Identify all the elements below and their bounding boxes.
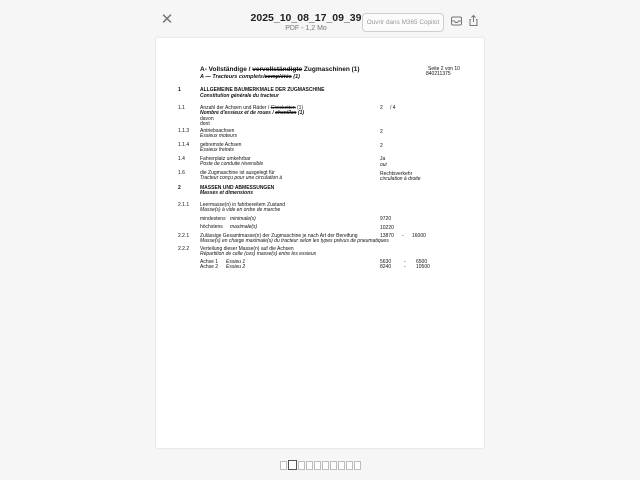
- row-value: -: [404, 264, 406, 270]
- row-label-fr: Tracteur conçu pour une circulation à: [200, 175, 283, 181]
- row-value: / 4: [390, 105, 396, 111]
- open-in-copilot-button[interactable]: Ouvrir dans M365 Copilot: [362, 13, 444, 32]
- section-heading-de: ALLGEMEINE BAUMERKMALE DER ZUGMASCHINE: [200, 87, 325, 93]
- row-value: 13870: [380, 233, 394, 239]
- doc-title-de: A- Vollständige / vervollständigte Zugmaschinen (1): [200, 66, 360, 73]
- row-number: 2.2.1: [178, 233, 190, 239]
- doc-title-fr: A — Tracteurs complets/complétés (1): [200, 74, 300, 80]
- section-heading-fr: Masses et dimensions: [200, 190, 254, 196]
- row-value: Rechtsverkehr: [380, 171, 413, 177]
- section-number: 2: [178, 185, 181, 191]
- row-value: 8240: [380, 264, 392, 270]
- share-icon[interactable]: [467, 14, 481, 28]
- row-label-de: höchstens: [200, 224, 223, 230]
- row-label-de: Zulässige Gesamtmasse(n) der Zugmaschine je nach Art der Bereifung: [200, 233, 358, 239]
- row-number: 2.1.1: [178, 202, 190, 208]
- page-thumbnail[interactable]: [338, 461, 345, 470]
- row-number: 1.6: [178, 170, 185, 176]
- page-number: Seite 2 von 10: [428, 66, 460, 72]
- page-thumbnail[interactable]: [280, 461, 287, 470]
- row-label-fr: maximale(s): [230, 224, 258, 230]
- row-label-de: Fahrerplatz umkehrbar: [200, 156, 251, 162]
- row-value: 10500: [416, 264, 430, 270]
- row-value: 2: [380, 129, 383, 135]
- row-value: Ja: [380, 156, 386, 162]
- row-number: 2.2.2: [178, 246, 190, 252]
- row-value: 5630: [380, 259, 392, 265]
- row-value: 16000: [412, 233, 426, 239]
- row-label-fr: Essieux freinés: [200, 147, 234, 153]
- row-label-de: gebremste Achsen: [200, 142, 242, 148]
- document-id: 840211375: [426, 71, 451, 77]
- row-value: 2: [380, 105, 383, 111]
- row-label-de: Leermasse(n) in fahrbereitem Zustand: [200, 202, 286, 208]
- row-label-de: Achse 1: [200, 259, 219, 265]
- row-value: 6500: [416, 259, 428, 265]
- page-thumbnail[interactable]: [298, 461, 305, 470]
- row-label-fr: Essieu 1: [226, 259, 246, 265]
- page-thumbnail[interactable]: [330, 461, 337, 470]
- row-label-fr: minimale(s): [230, 216, 256, 222]
- inbox-icon[interactable]: [450, 14, 464, 28]
- row-label-fr: dont: [200, 121, 210, 127]
- row-value: -: [402, 233, 404, 239]
- row-number: 1.1.4: [178, 142, 190, 148]
- page-thumbnail[interactable]: [314, 461, 321, 470]
- row-value: -: [404, 259, 406, 265]
- row-label-de: Antriebsachsen: [200, 128, 235, 134]
- row-number: 1.1.3: [178, 128, 190, 134]
- row-label-fr: Masse(s) à vide en ordre de marche: [200, 207, 281, 213]
- row-label-de: davon: [200, 116, 214, 122]
- row-value: circulation à droite: [380, 176, 421, 182]
- pdf-page: [156, 38, 484, 448]
- row-label-de: Achse 2: [200, 264, 219, 270]
- document-title-block: [250, 12, 362, 32]
- close-icon[interactable]: ✕: [160, 11, 174, 28]
- row-label-fr: Nombre d'essieux et de roues / chenilles (1): [200, 110, 305, 116]
- page-thumbnail-strip: [280, 461, 361, 471]
- row-value: oui: [380, 162, 387, 168]
- row-label-fr: Essieux moteurs: [200, 133, 237, 139]
- row-label-de: Anzahl der Achsen und Räder / Gleisketten (1): [200, 105, 304, 111]
- page-thumbnail[interactable]: [306, 461, 313, 470]
- row-label-de: mindestens: [200, 216, 226, 222]
- row-value: 2: [380, 143, 383, 149]
- row-label-de: Verteilung dieser Masse(n) auf die Achsen: [200, 246, 294, 252]
- section-heading-fr: Constitution générale du tracteur: [200, 93, 279, 99]
- row-number: 1.1: [178, 105, 185, 111]
- row-label-fr: Poste de conduite réversible: [200, 161, 264, 167]
- section-number: 1: [178, 87, 181, 93]
- row-label-de: die Zugmaschine ist ausgelegt für: [200, 170, 275, 176]
- row-number: 1.4: [178, 156, 185, 162]
- page-thumbnail[interactable]: [354, 461, 361, 470]
- row-label-fr: Répartition de celle (ces) masse(s) entre les essieux: [200, 251, 317, 257]
- top-bar: [0, 0, 640, 38]
- page-thumbnail[interactable]: [346, 461, 353, 470]
- page-thumbnail[interactable]: [288, 460, 297, 470]
- section-heading-de: MASSEN UND ABMESSUNGEN: [200, 185, 275, 191]
- row-value: 9720: [380, 216, 392, 222]
- page-thumbnail[interactable]: [322, 461, 329, 470]
- row-label-fr: Essieu 2: [226, 264, 246, 270]
- row-value: 10220: [380, 225, 394, 231]
- document-title: 2025_10_08_17_09_39: [250, 12, 362, 24]
- row-label-fr: Masse(s) en charge maximale(s) du tracteur selon les types prévus de pneumatiques: [200, 238, 389, 244]
- document-subtitle: PDF - 1,2 Mo: [285, 25, 327, 32]
